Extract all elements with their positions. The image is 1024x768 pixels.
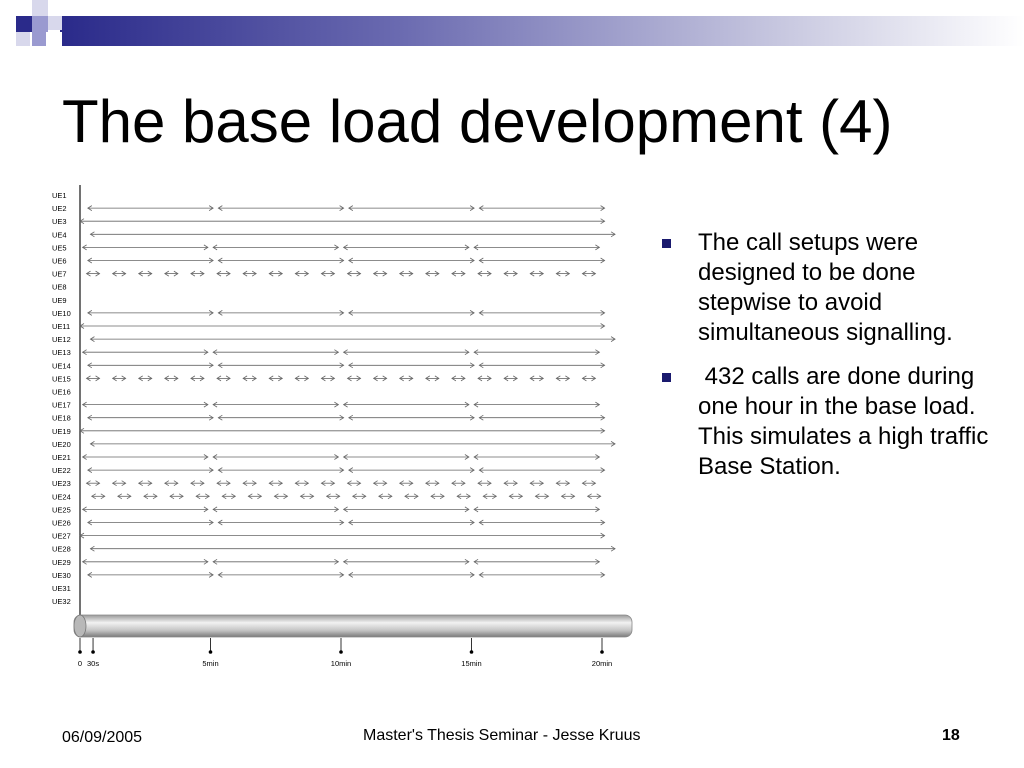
ue-label: UE8 — [52, 282, 67, 292]
ue-label: UE10 — [52, 308, 71, 318]
decor-square — [48, 16, 62, 30]
x-tick-label: 15min — [461, 659, 482, 668]
x-tick-label: 0 — [77, 659, 83, 668]
ue-label: UE30 — [52, 570, 71, 580]
bullet-text: The call setups were designed to be done stepwise to avoid simultaneous signalling. — [698, 229, 953, 346]
time-axis-cylinder-end — [74, 615, 86, 637]
x-tick-dot — [78, 650, 82, 654]
x-tick-dot — [470, 650, 474, 654]
ue-label: UE31 — [52, 584, 71, 593]
footer-title: Master's Thesis Seminar - Jesse Kruus — [363, 727, 641, 744]
ue-label: UE11 — [52, 322, 71, 331]
x-tick-dot — [209, 650, 213, 654]
ue-label: UE20 — [52, 439, 71, 449]
ue-label: UE4 — [52, 230, 67, 240]
bullet-text: 432 calls are done during one hour in the base load. This simulates a high traffic Base Station. — [698, 363, 996, 480]
ue-label: UE18 — [52, 413, 71, 423]
x-tick-label: 10min — [330, 659, 352, 668]
bullet-item — [662, 228, 1002, 348]
decor-square — [32, 16, 48, 32]
ue-label: UE1 — [52, 191, 67, 200]
ue-label: UE22 — [52, 466, 71, 476]
page-number: 18 — [942, 727, 960, 744]
ue-label: UE17 — [52, 400, 71, 410]
decor-square — [48, 32, 62, 46]
bullet-item — [662, 362, 1002, 482]
ue-label: UE26 — [52, 518, 71, 528]
decor-square — [16, 16, 32, 32]
x-tick-label: 20min — [591, 659, 613, 668]
decor-square — [32, 32, 46, 46]
ue-label: UE25 — [52, 505, 71, 515]
decor-square — [0, 0, 16, 16]
bullet-list — [662, 228, 1002, 496]
ue-label: UE2 — [52, 204, 67, 214]
decor-square — [16, 32, 30, 46]
ue-label: UE19 — [52, 426, 71, 436]
decor-square — [32, 0, 48, 16]
ue-label: UE3 — [52, 217, 67, 227]
ue-label: UE23 — [52, 479, 71, 489]
ue-label: UE6 — [52, 256, 67, 266]
ue-label: UE12 — [52, 335, 71, 345]
ue-label: UE21 — [52, 453, 71, 462]
ue-label: UE9 — [52, 295, 67, 305]
ue-label: UE7 — [52, 269, 67, 279]
header-gradient-bar — [60, 16, 1024, 46]
square-bullet-icon — [662, 373, 671, 382]
slide-title: The base load development (4) — [62, 88, 893, 155]
ue-label: UE27 — [52, 531, 71, 541]
ue-label: UE24 — [52, 492, 71, 502]
time-axis-cylinder — [74, 615, 632, 637]
x-tick-dot — [339, 650, 343, 654]
square-bullet-icon — [662, 239, 671, 248]
x-tick-label: 30s — [87, 659, 100, 668]
x-tick-dot — [600, 650, 604, 654]
ue-label: UE16 — [52, 387, 71, 397]
ue-label: UE5 — [52, 243, 67, 253]
ue-label: UE28 — [52, 544, 71, 554]
ue-label: UE13 — [52, 348, 71, 358]
footer-date: 06/09/2005 — [62, 729, 143, 746]
ue-label: UE32 — [52, 597, 71, 607]
x-tick-label: 5min — [202, 659, 219, 668]
x-tick-dot — [91, 650, 95, 654]
call-timeline-diagram — [40, 180, 640, 670]
ue-label: UE14 — [52, 361, 71, 371]
ue-label: UE29 — [52, 557, 71, 567]
ue-label: UE15 — [52, 374, 71, 384]
